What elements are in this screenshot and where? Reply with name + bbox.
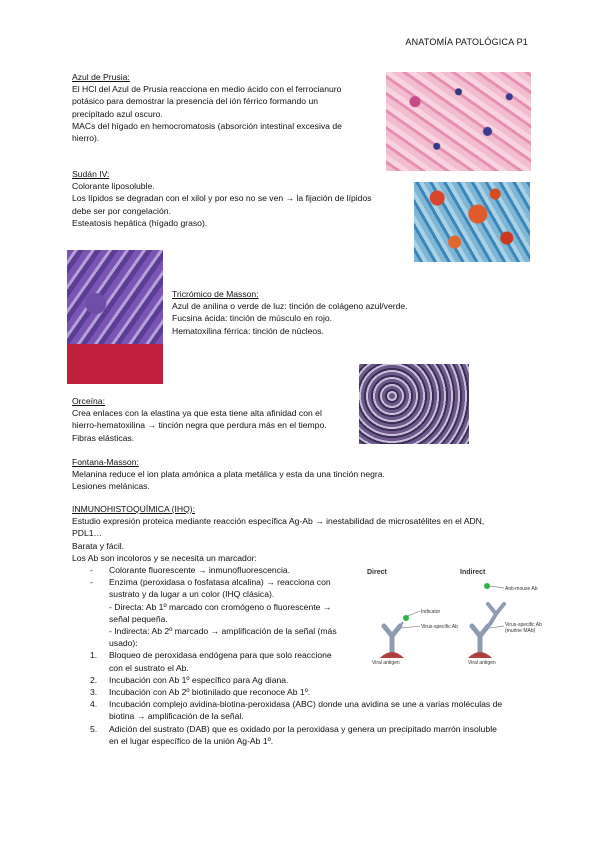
label-viral-antigen-2: Viral antigen xyxy=(468,660,496,666)
bullet-dash: - xyxy=(90,577,93,588)
text-line: sustrato y da lugar a un color (IHQ clásica). xyxy=(109,589,275,600)
label-virus-ab: Virus-specific Ab xyxy=(421,624,458,630)
text-line: - Indirecta: Ab 2º marcado → amplificación de la señal (más xyxy=(109,626,337,637)
text-line: Melanina reduce el ion plata amónica a plata metálica y esta da una tinción negra. xyxy=(72,469,385,480)
label-anti-mouse: Anti-mouse Ab xyxy=(505,586,538,592)
text-line: Hematoxilina férrica: tinción de núcleos. xyxy=(172,325,324,336)
step-number: 3. xyxy=(90,687,98,698)
label-murine-mab: (murine MAb) xyxy=(505,628,536,634)
text-line: en el lugar específico de la unión Ag-Ab 1º. xyxy=(109,735,274,746)
text-line: Lesiones melánicas. xyxy=(72,481,150,492)
text-line: Colorante liposoluble. xyxy=(72,181,155,192)
text-line: Azul de anilina o verde de luz: tinción de colágeno azul/verde. xyxy=(172,301,408,312)
text-line: Incubación complejo avidina-biotina-peroxidasa (ABC) donde una avidina se une a varias moléculas de xyxy=(109,699,503,710)
bullet-dash: - xyxy=(90,565,93,576)
step-number: 5. xyxy=(90,723,98,734)
text-line: Crea enlaces con la elastina ya que esta tiene alta afinidad con el xyxy=(72,408,322,419)
text-line: Incubación con Ab 2º biotinilado que reconoce Ab 1º. xyxy=(109,687,311,698)
step-number: 1. xyxy=(90,650,98,661)
list-item xyxy=(72,723,532,747)
section-masson xyxy=(172,288,452,337)
viral-antigen-icon-2 xyxy=(468,652,492,658)
list-item xyxy=(72,576,379,649)
text-line: usado): xyxy=(109,638,138,649)
text-line: potásico para demostrar la presencia del ión férrico formando un xyxy=(72,96,319,107)
text-line: hierro-hematoxilina → tinción negra que perdura más en el tiempo. xyxy=(72,420,327,431)
text-line: biotina → amplificación de la señal. xyxy=(109,711,244,722)
text-line: Los Ab son incoloros y se necesita un marcador: xyxy=(72,552,257,563)
text-line: señal pequeña. xyxy=(109,613,168,624)
text-line: El HCl del Azul de Prusia reacciona en medio ácido con el ferrocianuro xyxy=(72,84,342,95)
text-line: Bloqueo de peroxidasa endógena para que solo reaccione xyxy=(109,650,332,661)
text-line: debe ser por congelación. xyxy=(72,205,171,216)
section-prusia xyxy=(72,71,372,144)
list-item xyxy=(72,698,532,722)
label-virus-ab-murine: Virus-specific Ab xyxy=(505,622,542,628)
section-title: Azul de Prusia: xyxy=(72,72,130,82)
section-title: Tricrómico de Masson: xyxy=(172,289,259,299)
page-header-title: ANATOMÍA PATOLÓGICA P1 xyxy=(405,37,528,47)
text-line: Barata y fácil. xyxy=(72,540,125,551)
step-number: 2. xyxy=(90,674,98,685)
list-item xyxy=(72,674,532,686)
text-line: Incubación con Ab 1º específico para Ag diana. xyxy=(109,674,289,685)
section-orceina xyxy=(72,395,362,444)
orcein-micrograph xyxy=(359,364,469,444)
ihq-direct-indirect-diagram xyxy=(362,566,542,666)
label-viral-antigen: Viral antigen xyxy=(372,660,400,666)
text-line: Enzima (peroxidasa o fosfatasa alcalina) → reacciona con xyxy=(109,577,331,588)
step-number: 4. xyxy=(90,699,98,710)
text-line: Fibras elásticas. xyxy=(72,432,135,443)
text-line: - Directa: Ab 1º marcado con cromógeno o fluorescente → xyxy=(109,601,332,612)
section-title: Orceína: xyxy=(72,396,105,406)
text-line: Esteatosis hepática (hígado graso). xyxy=(72,217,208,228)
text-line: precipitado azul oscuro. xyxy=(72,108,163,119)
prussian-blue-micrograph xyxy=(386,72,531,171)
direct-antibody-icon xyxy=(384,615,409,652)
section-title: Fontana-Masson: xyxy=(72,457,139,467)
text-line: PDL1… xyxy=(72,528,103,539)
section-title: INMUNOHISTOQUÍMICA (IHQ): xyxy=(72,504,196,514)
indirect-antibody-icon xyxy=(472,583,504,652)
label-indicator: Indicator xyxy=(421,609,441,615)
section-fontana xyxy=(72,456,432,493)
text-line: Fucsina ácida: tinción de músculo en rojo. xyxy=(172,313,333,324)
section-title: Sudán IV: xyxy=(72,169,110,179)
masson-trichrome-micrograph xyxy=(67,250,163,384)
text-line: Estudio expresión proteica mediante reacción específica Ag-Ab → inestabilidad de microsatélites en el ADN, xyxy=(72,516,485,527)
text-line: Adición del sustrato (DAB) que es oxidado por la peroxidasa y genera un precipitado marrón insoluble xyxy=(109,723,497,734)
text-line: MACs del hígado en hemocromatosis (absorción intestinal excesiva de xyxy=(72,120,342,131)
list-item xyxy=(72,686,532,698)
viral-antigen-icon xyxy=(380,652,404,658)
sudan-iv-micrograph xyxy=(414,182,530,262)
direct-title: Direct xyxy=(367,569,387,576)
list-item xyxy=(72,649,379,673)
text-line: hierro). xyxy=(72,133,100,144)
text-line: Colorante fluorescente → inmunofluorescencia. xyxy=(109,565,291,576)
section-sudan xyxy=(72,168,392,229)
text-line: Los lípidos se degradan con el xilol y por eso no se ven → la fijación de lípidos xyxy=(72,193,372,204)
indirect-title: Indirect xyxy=(460,569,486,576)
text-line: con el sustrato el Ab. xyxy=(109,662,189,673)
